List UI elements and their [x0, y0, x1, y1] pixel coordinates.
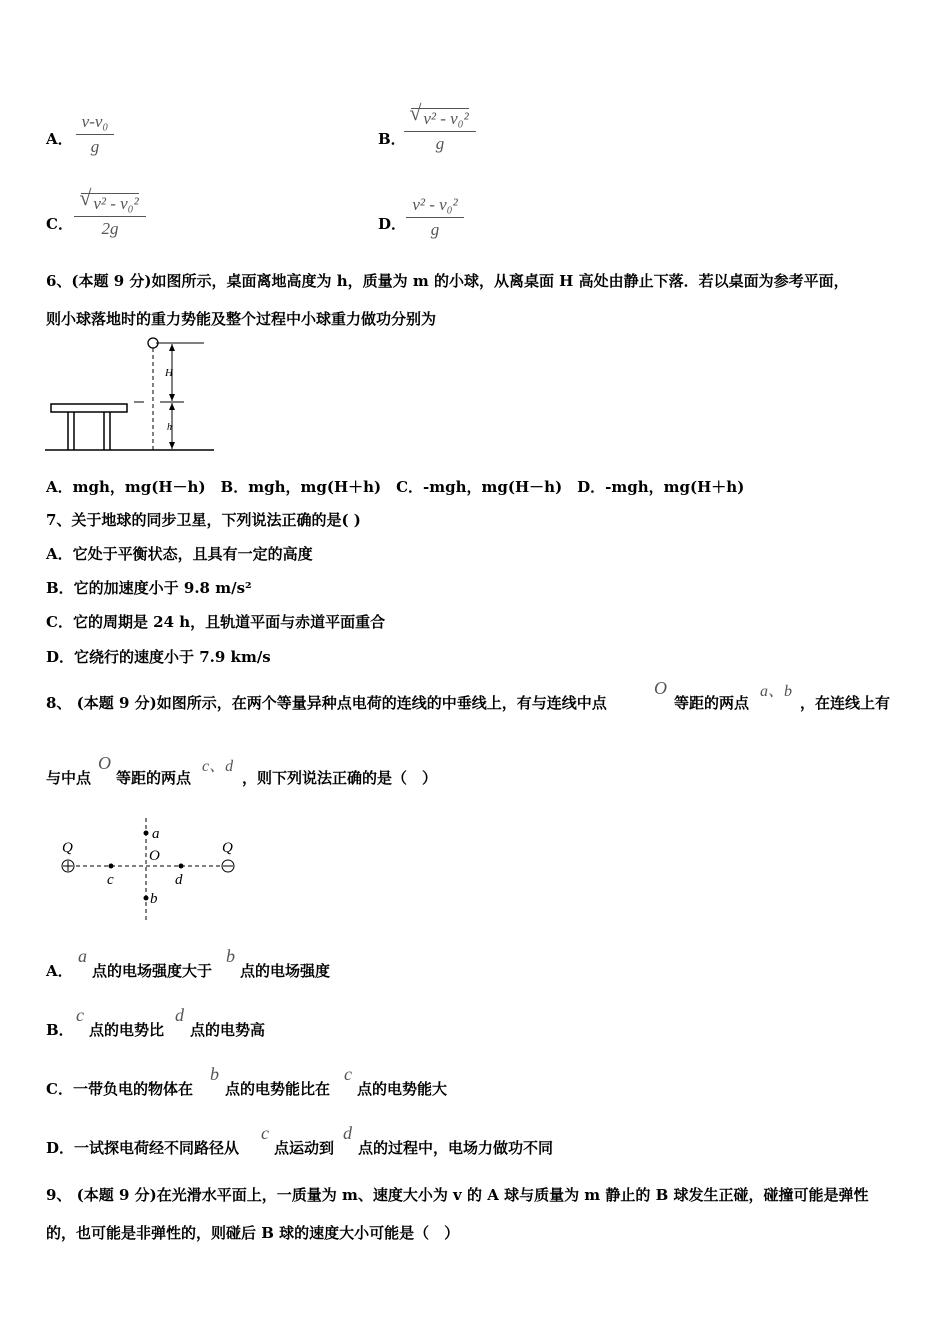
q8-option-d-text3: 点的过程中，电场力做功不同 — [358, 1139, 554, 1157]
q8-option-a-text2: 点的电场强度 — [240, 962, 331, 980]
q8-stem-line2-b: 等距的两点 — [116, 769, 192, 787]
q7-option-c: C．它的周期是 24 h，且轨道平面与赤道平面重合 — [46, 613, 386, 631]
q5-option-d-fraction: v² - v₀² g — [406, 195, 464, 240]
q8-option-b-sym1: c — [76, 1005, 84, 1025]
q5-option-c-fraction: √ v² - v₀² 2g — [74, 193, 146, 239]
q8-charges-figure — [54, 814, 244, 922]
q8-symbol-ab: a、b — [760, 683, 793, 700]
q5-option-b-label: B． — [378, 130, 406, 148]
q5-option-a-label: A． — [46, 130, 73, 148]
q8-stem-line1-b: 等距的两点 — [674, 694, 750, 712]
q8-stem-line1-c: ，在连线上有 — [800, 694, 891, 712]
q8-stem-line2-c: ，则下列说法正确的是（ ） — [242, 769, 438, 787]
q6-stem-line1: 6、(本题 9 分)如图所示，桌面离地高度为 h，质量为 m 的小球，从离桌面 H 高处由静止下落．若以桌面为参考平面， — [46, 272, 849, 290]
q8-option-d-sym2: d — [343, 1123, 352, 1143]
q6-options: A．mgh，mg(H－h) B．mgh，mg(H＋h) C．-mgh，mg(H－h) D．-mgh，mg(H＋h) — [46, 478, 745, 496]
q8-symbol-o: O — [654, 678, 667, 698]
q5-option-c-label: C． — [46, 215, 73, 233]
q8-option-c-text1: C．一带负电的物体在 — [46, 1080, 193, 1098]
label-H: H — [165, 367, 173, 379]
q8-option-b-text2: 点的电势高 — [190, 1021, 266, 1039]
q8-option-a-text1: 点的电场强度大于 — [92, 962, 213, 980]
label-h: h — [167, 422, 172, 433]
point-c — [109, 864, 114, 869]
q8-stem-line1-a: 8、 (本题 9 分)如图所示，在两个等量异种点电荷的连线的中垂线上，有与连线中点 — [46, 694, 607, 712]
q8-option-a-label: A． — [46, 962, 73, 980]
label-c: c — [107, 872, 114, 888]
q8-option-c-sym1: b — [210, 1064, 219, 1084]
point-b — [144, 896, 149, 901]
q8-option-d-sym1: c — [261, 1123, 269, 1143]
q7-option-b: B．它的加速度小于 9.8 m/s² — [46, 579, 252, 597]
q8-symbol-cd: c、d — [202, 758, 234, 775]
point-d — [179, 864, 184, 869]
label-d: d — [175, 872, 183, 888]
q8-stem-line2-a: 与中点 — [46, 769, 92, 787]
q8-option-c-text3: 点的电势能大 — [357, 1080, 448, 1098]
q8-option-a-sym2: b — [226, 946, 235, 966]
q7-option-a: A．它处于平衡状态，且具有一定的高度 — [46, 545, 313, 563]
q8-option-d-text1: D．一试探电荷经不同路径从 — [46, 1139, 240, 1157]
table-top — [51, 404, 127, 412]
q8-option-b-label: B． — [46, 1021, 74, 1039]
label-b: b — [150, 891, 158, 907]
q6-stem-line2: 则小球落地时的重力势能及整个过程中小球重力做功分别为 — [46, 310, 437, 328]
q8-option-c-sym2: c — [344, 1064, 352, 1084]
label-q1: Q — [62, 840, 73, 856]
q5-option-a-fraction: v-v₀ g — [76, 112, 114, 157]
q5-option-d-label: D． — [378, 215, 407, 233]
q7-stem: 7、关于地球的同步卫星，下列说法正确的是( ) — [46, 511, 361, 529]
q8-option-b-sym2: d — [175, 1005, 184, 1025]
q7-option-d: D．它绕行的速度小于 7.9 km/s — [46, 648, 271, 666]
q8-symbol-o-2: O — [98, 753, 111, 773]
q5-option-b-fraction: √ v² - v₀² g — [404, 108, 476, 154]
q9-stem-line2: 的，也可能是非弹性的，则碰后 B 球的速度大小可能是（ ） — [46, 1224, 460, 1242]
q8-option-b-text1: 点的电势比 — [89, 1021, 165, 1039]
q8-option-c-text2: 点的电势能比在 — [225, 1080, 331, 1098]
q9-stem-line1: 9、 (本题 9 分)在光滑水平面上，一质量为 m、速度大小为 v 的 A 球与质量为 m 静止的 B 球发生正碰，碰撞可能是弹性 — [46, 1186, 869, 1204]
label-o: O — [149, 848, 160, 864]
q8-option-d-text2: 点运动到 — [274, 1139, 335, 1157]
q8-option-a-sym1: a — [78, 946, 87, 966]
label-q2: Q — [222, 840, 233, 856]
q6-table-ball-figure — [44, 336, 216, 454]
label-a: a — [152, 826, 160, 842]
point-a — [144, 831, 149, 836]
